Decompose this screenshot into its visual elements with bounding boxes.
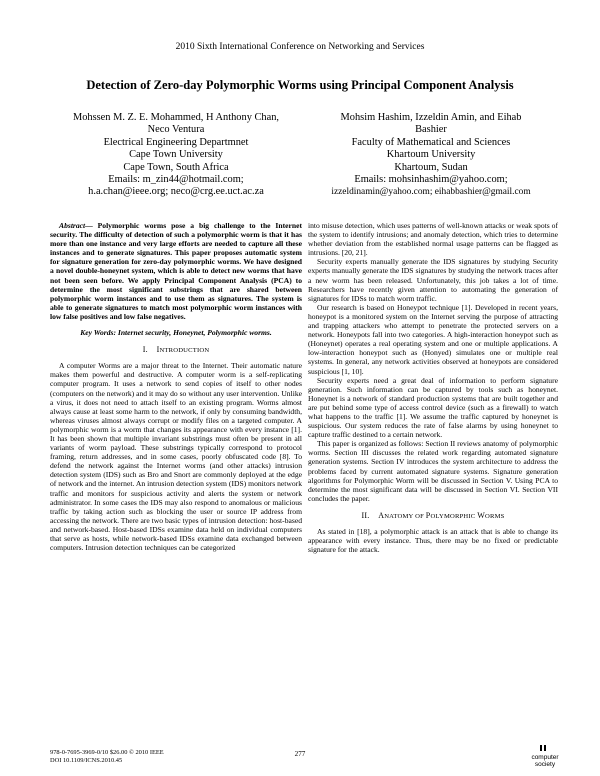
- abstract-dash: —: [85, 221, 98, 230]
- authors-right: [304, 112, 558, 199]
- paragraph-4: Security experts need a great deal of information to perform signature generation. Such information can be captured by tools such as honeynet. Honeynet is a network of standard production systems that are built together and are put behind some type of access control device (such as a firewall) to watch what happens to the traffic [1]. We assume the traffic captured by honeynet is suspicious. Our system reduces the rate of false alarms by using honeynet to capture traffic destined to a certain network.: [308, 375, 558, 440]
- page-number: 277: [294, 750, 306, 758]
- introduction-paragraph: A computer Worms are a major threat to the Internet. Their automatic nature makes them powerful and destructive. A computer worm is a self-replicating computer program. It uses a network to send copies of itself to other nodes (computers on the network) and it may do so without any user intervention. Unlike a virus, it does not need to attach itself to an existing program. Worms almost always cause at least some harm to the network, if only by consuming bandwidth, whereas viruses almost always corrupt or modify files on a targeted computer. A polymorphic worm is a worm that changes its appearance with every instance [1]. It has been shown that multiple invariant substrings must often be present in all variants of worm payload. These substrings typically correspond to protocol framing, return addresses, and in some cases, poorly obfuscated code [8]. To defend the network against the Internet worms (and other attacks) intrusion detection system (IDS) such as Bro and Snort are commonly deployed at the edge of network and the internet. An intrusion detection system (IDS) monitors network traffic and monitors for suspicious activity and alerts the system or network administrator. In some cases the IDS may also respond to anomalous or malicious traffic by taking action such as blocking the user or source IP address from accessing the network. There are two basic types of intrusion detection: host-based and network-based. Host-based IDSs examine data held on individual computers that serve as hosts, while network-based IDSs examine data exchanged between computers. Intrusion detection techniques can be categorized: [50, 361, 302, 553]
- author-email-right-1: Emails: mohsinhashim@yahoo.com;: [354, 174, 508, 186]
- author-email-left-1: Emails: m_zin44@hotmail.com;: [108, 174, 244, 186]
- paragraph-3: Our research is based on Honeypot technique [1]. Developed in recent years, honeypot is a monitored system on the Internet serving the purpose of attracting and trapping attackers who attempt to penetrate the protected servers on a network. Honeypots fall into two categories. A high-interaction honeypot such as (Honeynet) operates a real operating system and one or multiple applications. A low-interaction honeypot such as (Honyed) simulates one or multiple real systems. In general, any network activities observed at honeypots are considered suspicious [1, 10].: [308, 302, 558, 376]
- abstract: [50, 221, 302, 321]
- paragraph-5: This paper is organized as follows: Section II reviews anatomy of polymorphic worms. Section III discusses the related work regarding automated signature generation systems. Section IV introduces the system architecture to address the problems faced by current automated signature systems. Signature generation algorithms for Polymorphic Worm will be discussed in Section V. Using PCA to determine the most significant data will be discussed in Section VI. Section VII concludes the paper.: [308, 439, 558, 503]
- paragraph-6: As stated in [18], a polymorphic attack is an attack that is able to change its appearance with every instance. Thus, there may be no fixed or predictable signature for the attack.: [308, 527, 558, 555]
- abstract-text: Polymorphic worms pose a big challenge to the Internet security. The difficulty of detection of such a polymorphic worm is that it has more than one instance and very large efforts are needed to capture all these instances and to generate signatures. This paper proposes automatic system for signature generation for zero-day polymorphic worms. We have designed a novel double-honeynet system, which is able to detect new worms that have not been seen before. We apply Principal Component Analysis (PCA) to determine the most significant substrings that are shared between polymorphic worm instances and to use them as signatures. The system is able to generate signatures to match most polymorphic worm instances with low false positives and low false negatives.: [50, 221, 302, 321]
- author-dept-right: Faculty of Mathematical and Sciences: [351, 136, 511, 148]
- right-column: [308, 221, 558, 554]
- paragraph-2: Security experts manually generate the IDS signatures by studying Security experts manually generate the IDS signatures by studying the network traces after a new worm has been released. Unfortunately, this job takes a lot of time. Researchers have recently given attention to automating the generation of signatures for IDSs to match worm traffic.: [308, 257, 558, 303]
- section-heading-introduction: I. INTRODUCTION: [142, 345, 210, 355]
- footer-isbn: 978-0-7695-3969-0/10 $26.00 © 2010 IEEE: [50, 749, 164, 756]
- logo-line-2: society: [534, 761, 556, 768]
- section-heading-anatomy: II. ANATOMY OF POLYMORPHIC WORMS: [361, 510, 505, 520]
- author-univ-right: Khartoum University: [386, 149, 476, 161]
- author-city-left: Cape Town, South Africa: [123, 161, 229, 173]
- conference-header: 2010 Sixth International Conference on Networking and Services: [175, 42, 425, 52]
- paragraph-1: into misuse detection, which uses patterns of well-known attacks or weak spots of the system to identify intrusions; and anomaly detection, which tries to determine whether deviation from the established normal usage patterns can be flagged as intrusions. [20, 21].: [308, 221, 558, 258]
- paper-title: Detection of Zero-day Polymorphic Worms using Principal Component Analysis: [86, 78, 514, 92]
- left-column: [50, 221, 302, 552]
- author-city-right: Khartoum, Sudan: [394, 161, 468, 173]
- author-email-right-2: izzeldinamin@yahoo.com; eihabbashier@gmail.com: [331, 187, 531, 198]
- author-dept-left: Electrical Engineering Departmnet: [103, 136, 249, 148]
- keywords: Key Words: Internet security, Honeynet, Polymorphic worms.: [80, 328, 272, 338]
- author-univ-left: Cape Town University: [129, 149, 223, 161]
- author-names-right: Mohsim Hashim, Izzeldin Amin, and Eihab: [340, 112, 522, 123]
- footer-doi: DOI 10.1109/ICNS.2010.45: [50, 757, 123, 764]
- author-email-left-2: h.a.chan@ieee.org; neco@crg.ee.uct.ac.za: [88, 186, 264, 198]
- author-names-left: Mohssen M. Z. E. Mohammed, H Anthony Chan,: [72, 112, 280, 123]
- authors-left: [50, 112, 302, 199]
- computer-society-logo: [520, 743, 570, 771]
- logo-line-1: computer: [531, 754, 559, 761]
- author-names-left-cont: Neco Ventura: [147, 124, 205, 136]
- author-names-right-cont: Bashier: [415, 124, 447, 136]
- computer-society-logo-icon: [520, 743, 570, 771]
- abstract-lead: Abstract: [59, 221, 86, 230]
